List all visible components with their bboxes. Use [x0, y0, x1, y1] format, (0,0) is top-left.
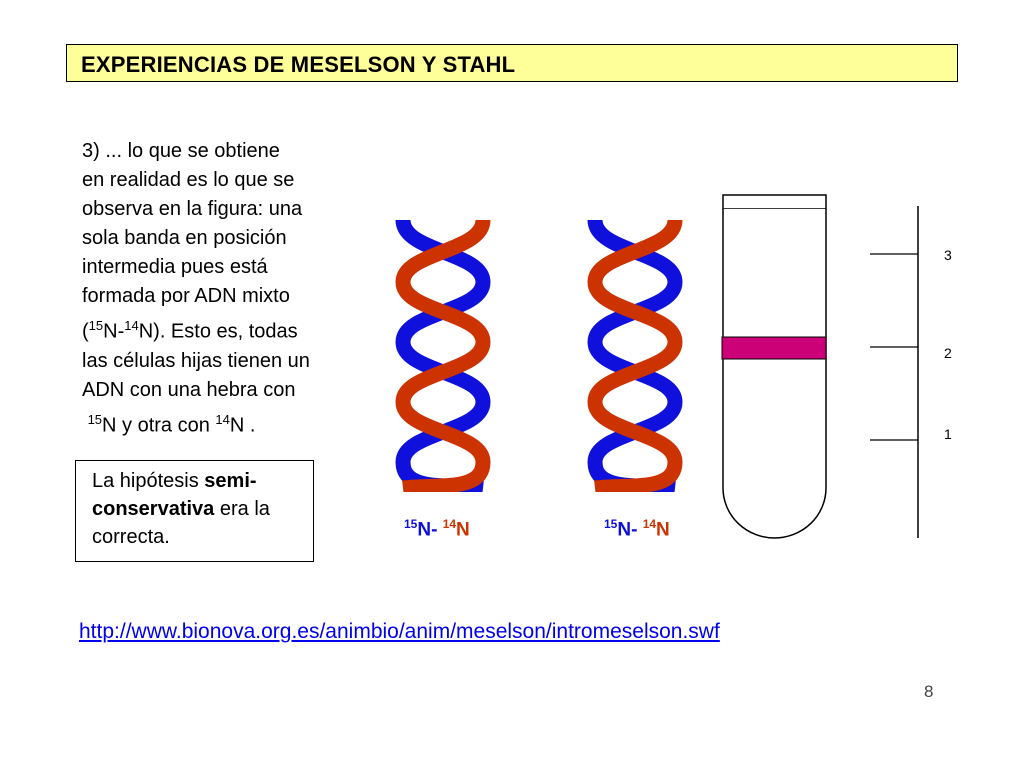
superscript: 14 [215, 411, 230, 427]
explanation-paragraph [82, 137, 372, 440]
paragraph-line [82, 311, 372, 347]
text-fragment: N y otra con [102, 414, 216, 437]
text-fragment: La hipótesis [92, 470, 205, 492]
superscript: 14 [442, 517, 457, 531]
paragraph-line: formada por ADN mixto [82, 285, 290, 307]
conclusion-box [75, 460, 314, 562]
dna-helix-2 [580, 212, 690, 492]
label-14n: N [456, 519, 470, 541]
paragraph-line: observa en la figura: una [82, 198, 303, 220]
paragraph-line: ADN con una hebra con [82, 378, 296, 401]
title-box [66, 44, 958, 82]
paragraph-line [82, 405, 372, 441]
scale-label-1: 1 [944, 426, 952, 442]
dna-helix-1 [388, 212, 498, 492]
bold-term: semi-conservativa [92, 470, 257, 520]
centrifuge-tube [720, 192, 832, 542]
paragraph-line: intermedia pues está [82, 256, 268, 278]
text-fragment: N . [229, 414, 256, 437]
animation-link[interactable]: http://www.bionova.org.es/animbio/anim/meselson/intromeselson.swf [79, 620, 720, 643]
superscript: 15 [88, 318, 104, 333]
helix-label-1 [404, 517, 470, 541]
text-fragment: era la correcta. [92, 498, 270, 548]
page-title: EXPERIENCIAS DE MESELSON Y STAHL [81, 52, 516, 77]
paragraph-line: las células hijas tienen un [82, 349, 310, 372]
scale-label-2: 2 [944, 345, 952, 361]
conclusion-text [92, 467, 312, 551]
label-15n: N- [617, 519, 643, 541]
superscript: 14 [642, 517, 657, 531]
label-15n: N- [417, 519, 443, 541]
superscript: 14 [124, 318, 139, 333]
paragraph-line: sola banda en posición [82, 227, 287, 249]
page-number: 8 [924, 682, 934, 701]
superscript: 15 [604, 517, 618, 531]
text-fragment: N). Esto es, todas [138, 320, 298, 343]
dna-band [722, 337, 826, 359]
superscript: 15 [87, 411, 103, 427]
text-fragment: ( [82, 320, 89, 343]
text-fragment: N- [103, 320, 125, 343]
paragraph-line: 3) ... lo que se obtiene [82, 140, 280, 162]
tube-cap [723, 195, 826, 209]
label-14n: N [656, 519, 670, 541]
scale-label-3: 3 [944, 247, 952, 263]
paragraph-line: en realidad es lo que se [82, 169, 295, 191]
tube-body [723, 209, 826, 538]
superscript: 15 [404, 517, 418, 531]
helix-label-2 [604, 517, 670, 541]
